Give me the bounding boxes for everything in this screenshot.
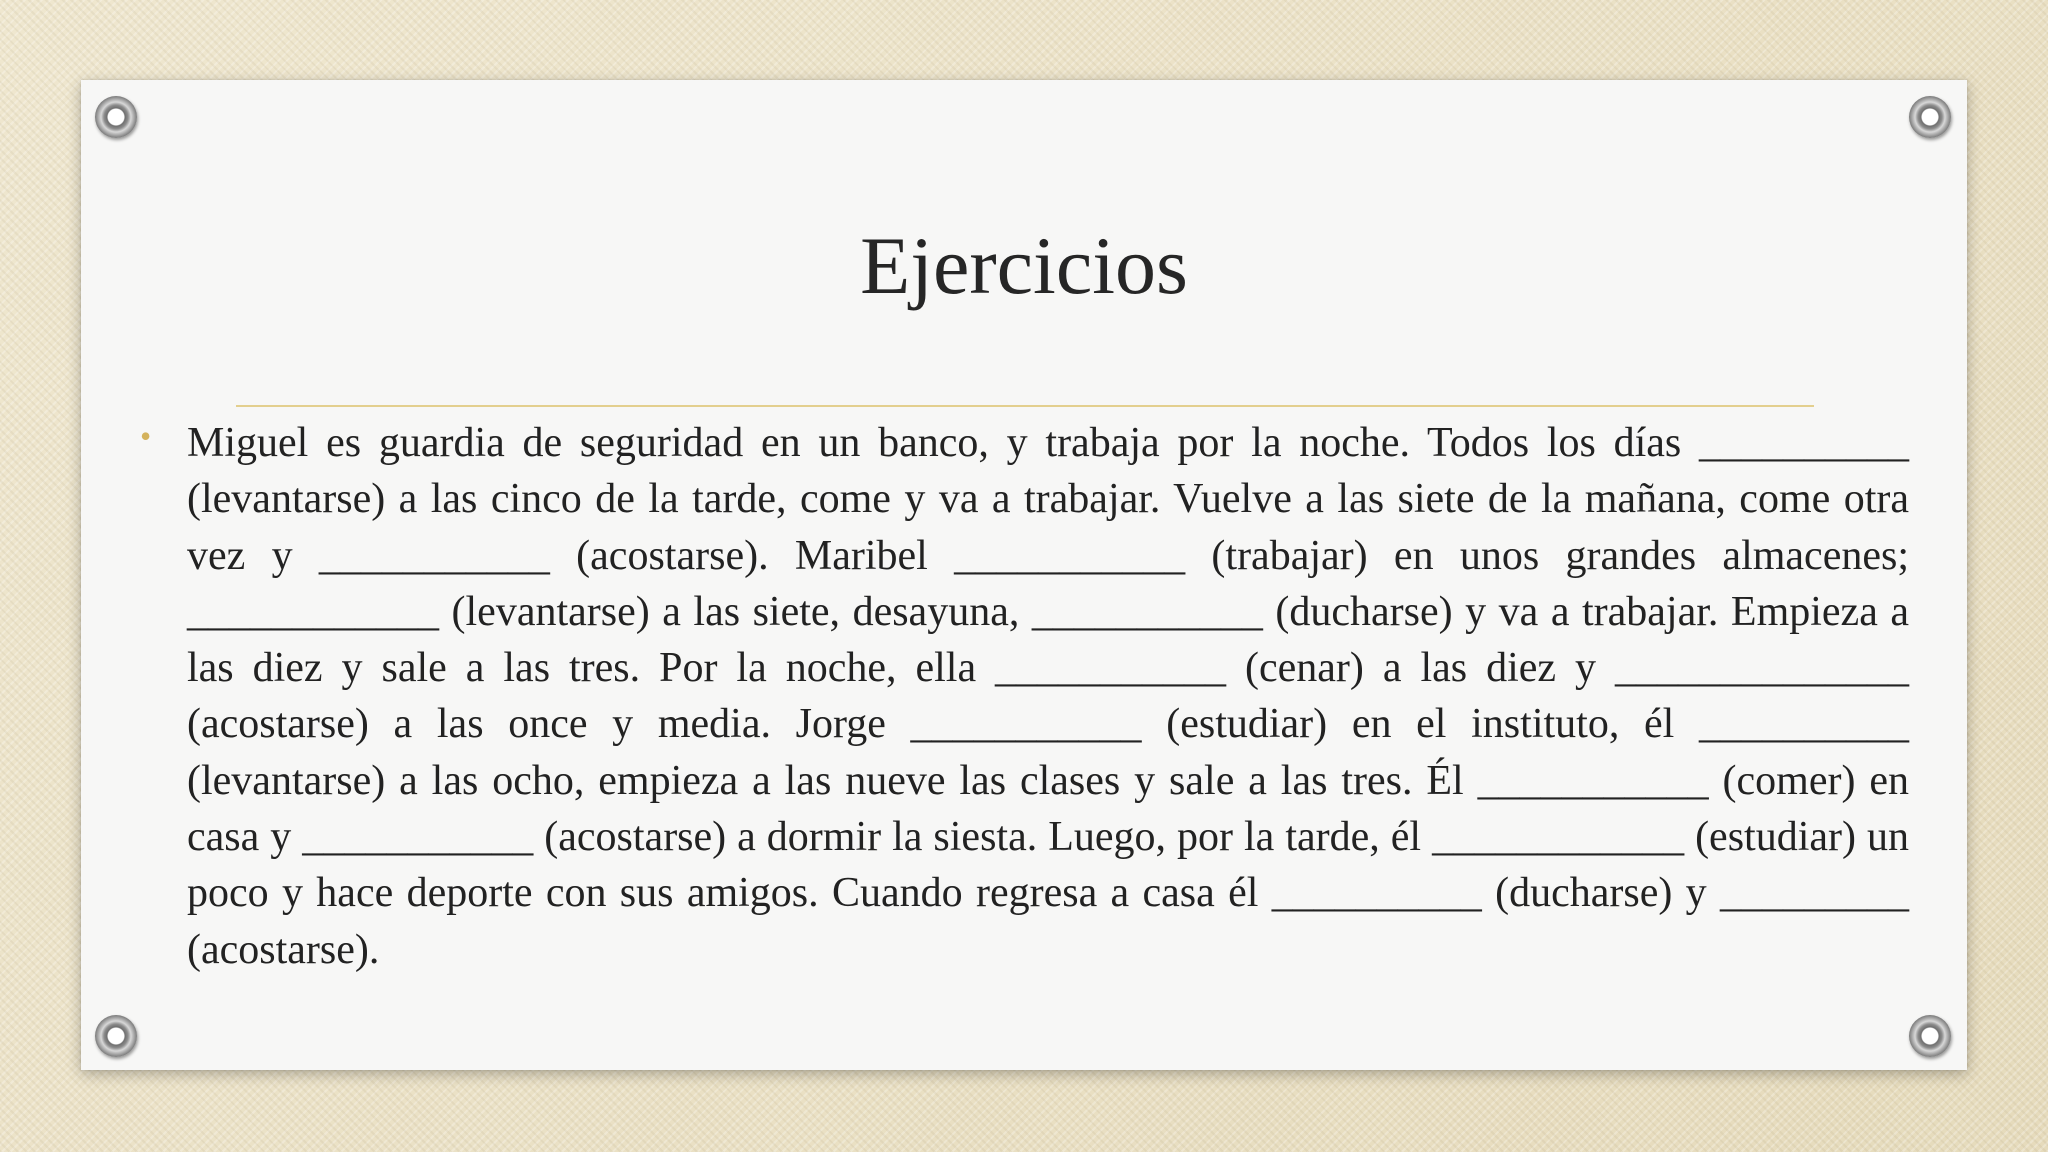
grommet-bottom-left-icon <box>95 1015 137 1057</box>
grommet-bottom-right-icon <box>1909 1015 1951 1057</box>
bullet-icon: • <box>140 418 152 454</box>
grommet-top-right-icon <box>1909 96 1951 138</box>
exercise-paragraph: Miguel es guardia de seguridad en un banco, y trabaja por la noche. Todos los días __________ (levantarse) a las cinco de la tarde, come y va a trabajar. Vuelve a las siete de la mañana, come otra vez y ___________ (acostarse). Maribel ___________ (trabajar) en unos grandes almacenes; ____________ (levantarse) a las siete, desayuna, ___________ (ducharse) y va a trabajar. Empieza a las diez y sale a las tres. Por la noche, ella ___________ (cenar) a las diez y ______________ (acostarse) a las once y media. Jorge ___________ (estudiar) en el instituto, él __________ (levantarse) a las ocho, empieza a las nueve las clases y sale a las tres. Él ___________ (comer) en casa y ___________ (acostarse) a dormir la siesta. Luego, por la tarde, él ____________ (estudiar) un poco y hace deporte con sus amigos. Cuando regresa a casa él __________ (ducharse) y _________ (acostarse). <box>187 420 1909 973</box>
title-divider <box>236 405 1814 407</box>
grommet-top-left-icon <box>95 96 137 138</box>
slide-title: Ejercicios <box>860 220 1188 311</box>
